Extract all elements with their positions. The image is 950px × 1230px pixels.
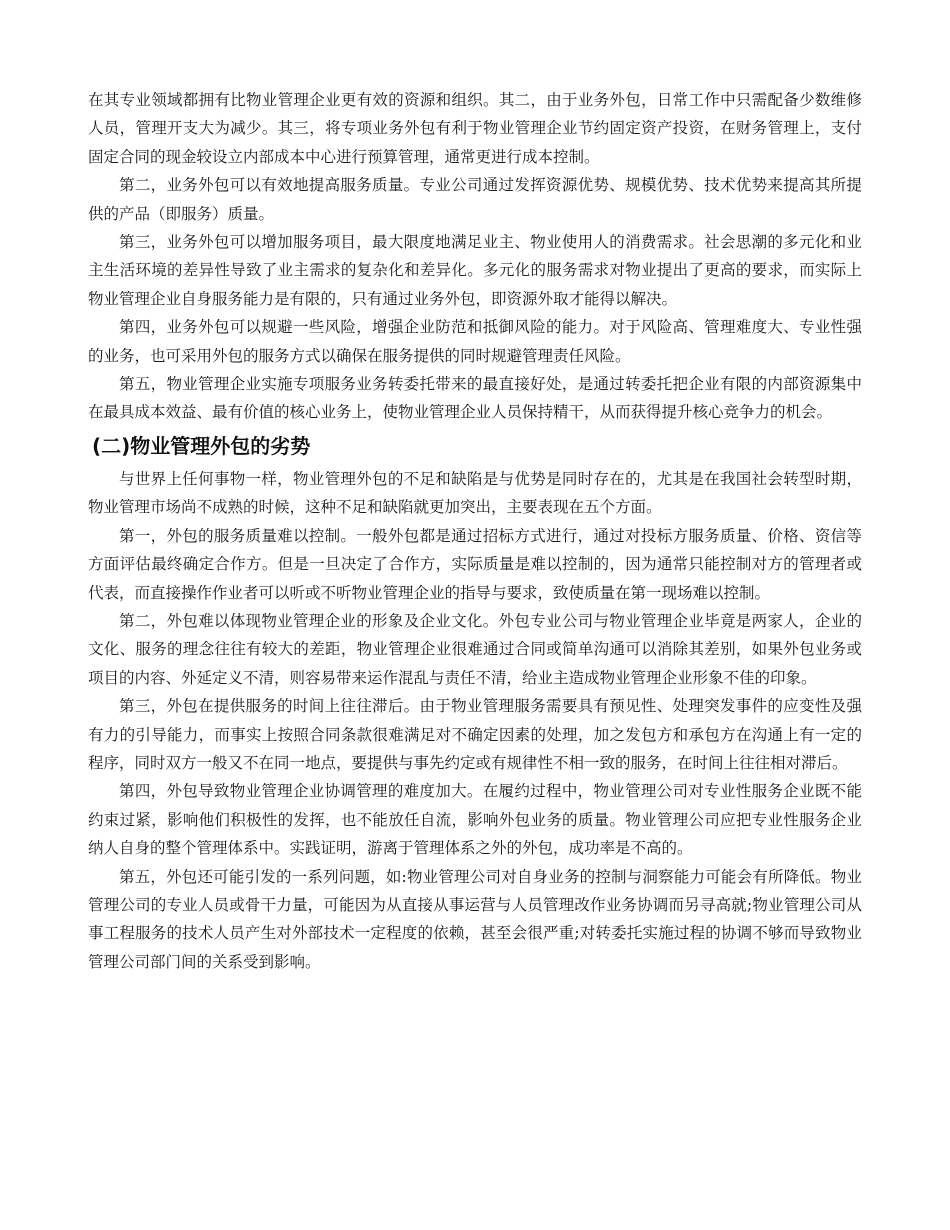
paragraph-intro: 与世界上任何事物一样，物业管理外包的不足和缺陷是与优势是同时存在的，尤其是在我国社会转型时期，物业管理市场尚不成熟的时候，这种不足和缺陷就更加突出，主要表现在五个方面。 [88, 469, 862, 517]
paragraph-advantage-3: 第三，业务外包可以增加服务项目，最大限度地满足业主、物业使用人的消费需求。社会思潮的多元化和业主生活环境的差异性导致了业主需求的复杂化和差异化。多元化的服务需求对物业提出了更高的要求，而实际上物业管理企业自身服务能力是有限的，只有通过业务外包，即资源外取才能得以解决。 [88, 233, 862, 308]
paragraph-advantage-5: 第五，物业管理企业实施专项服务业务转委托带来的最直接好处，是通过转委托把企业有限的内部资源集中在最具成本效益、最有价值的核心业务上，使物业管理企业人员保持精干，从而获得提升核心竞争力的机会。 [88, 375, 862, 422]
paragraph-advantage-2: 第二，业务外包可以有效地提高服务质量。专业公司通过发挥资源优势、规模优势、技术优势来提高其所提供的产品（即服务）质量。 [88, 176, 862, 223]
paragraph-continuation: 在其专业领域都拥有比物业管理企业更有效的资源和组织。其二，由于业务外包，日常工作中只需配备少数维修人员，管理开支大为减少。其三，将专项业务外包有利于物业管理企业节约固定资产投资，在财务管理上，支付固定合同的现金较设立内部成本中心进行预算管理，通常更进行成本控制。 [88, 91, 862, 166]
paragraph-disadvantage-3: 第三，外包在提供服务的时间上往往滞后。由于物业管理服务需要具有预见性、处理突发事件的应变性及强有力的引导能力，而事实上按照合同条款很难满足对不确定因素的处理，加之发包方和承包方在沟通上有一定的程序，同时双方一般又不在同一地点，要提供与事先约定或有规律性不相一致的服务，在时间上往往相对滞后。 [88, 697, 862, 772]
paragraph-advantage-4: 第四，业务外包可以规避一些风险，增强企业防范和抵御风险的能力。对于风险高、管理难度大、专业性强的业务，也可采用外包的服务方式以确保在服务提供的同时规避管理责任风险。 [88, 318, 862, 365]
paragraph-disadvantage-2: 第二，外包难以体现物业管理企业的形象及企业文化。外包专业公司与物业管理企业毕竟是两家人，企业的文化、服务的理念往往有较大的差距，物业管理企业很难通过合同或简单沟通可以消除其差别，如果外包业务或项目的内容、外延定义不清，则容易带来运作混乱与责任不清，给业主造成物业管理企业形象不佳的印象。 [88, 611, 862, 687]
document-page [88, 86, 862, 976]
paragraph-disadvantage-1: 第一，外包的服务质量难以控制。一般外包都是通过招标方式进行，通过对投标方服务质量、价格、资信等方面评估最终确定合作方。但是一旦决定了合作方，实际质量是难以控制的，因为通常只能控制对方的管理者或代表，而直接操作作业者可以听或不听物业管理企业的指导与要求，致使质量在第一现场难以控制。 [88, 526, 862, 602]
section-heading: (二)物业管理外包的劣势 [92, 433, 311, 458]
paragraph-disadvantage-4: 第四，外包导致物业管理企业协调管理的难度加大。在履约过程中，物业管理公司对专业性服务企业既不能约束过紧，影响他们积极性的发挥，也不能放任自流，影响外包业务的质量。物业管理公司应把专业性服务企业纳人自身的整个管理体系中。实践证明，游离于管理体系之外的外包，成功率是不高的。 [88, 782, 862, 858]
paragraph-disadvantage-5: 第五，外包还可能引发的一系列问题，如:物业管理公司对自身业务的控制与洞察能力可能会有所降低。物业管理公司的专业人员或骨干力量，可能因为从直接从事运营与人员管理改作业务协调而另寻高就;物业管理公司从事工程服务的技术人员产生对外部技术一定程度的依赖，甚至会很严重;对转委托实施过程的协调不够而导致物业管理公司部门间的关系受到影响。 [88, 867, 862, 971]
